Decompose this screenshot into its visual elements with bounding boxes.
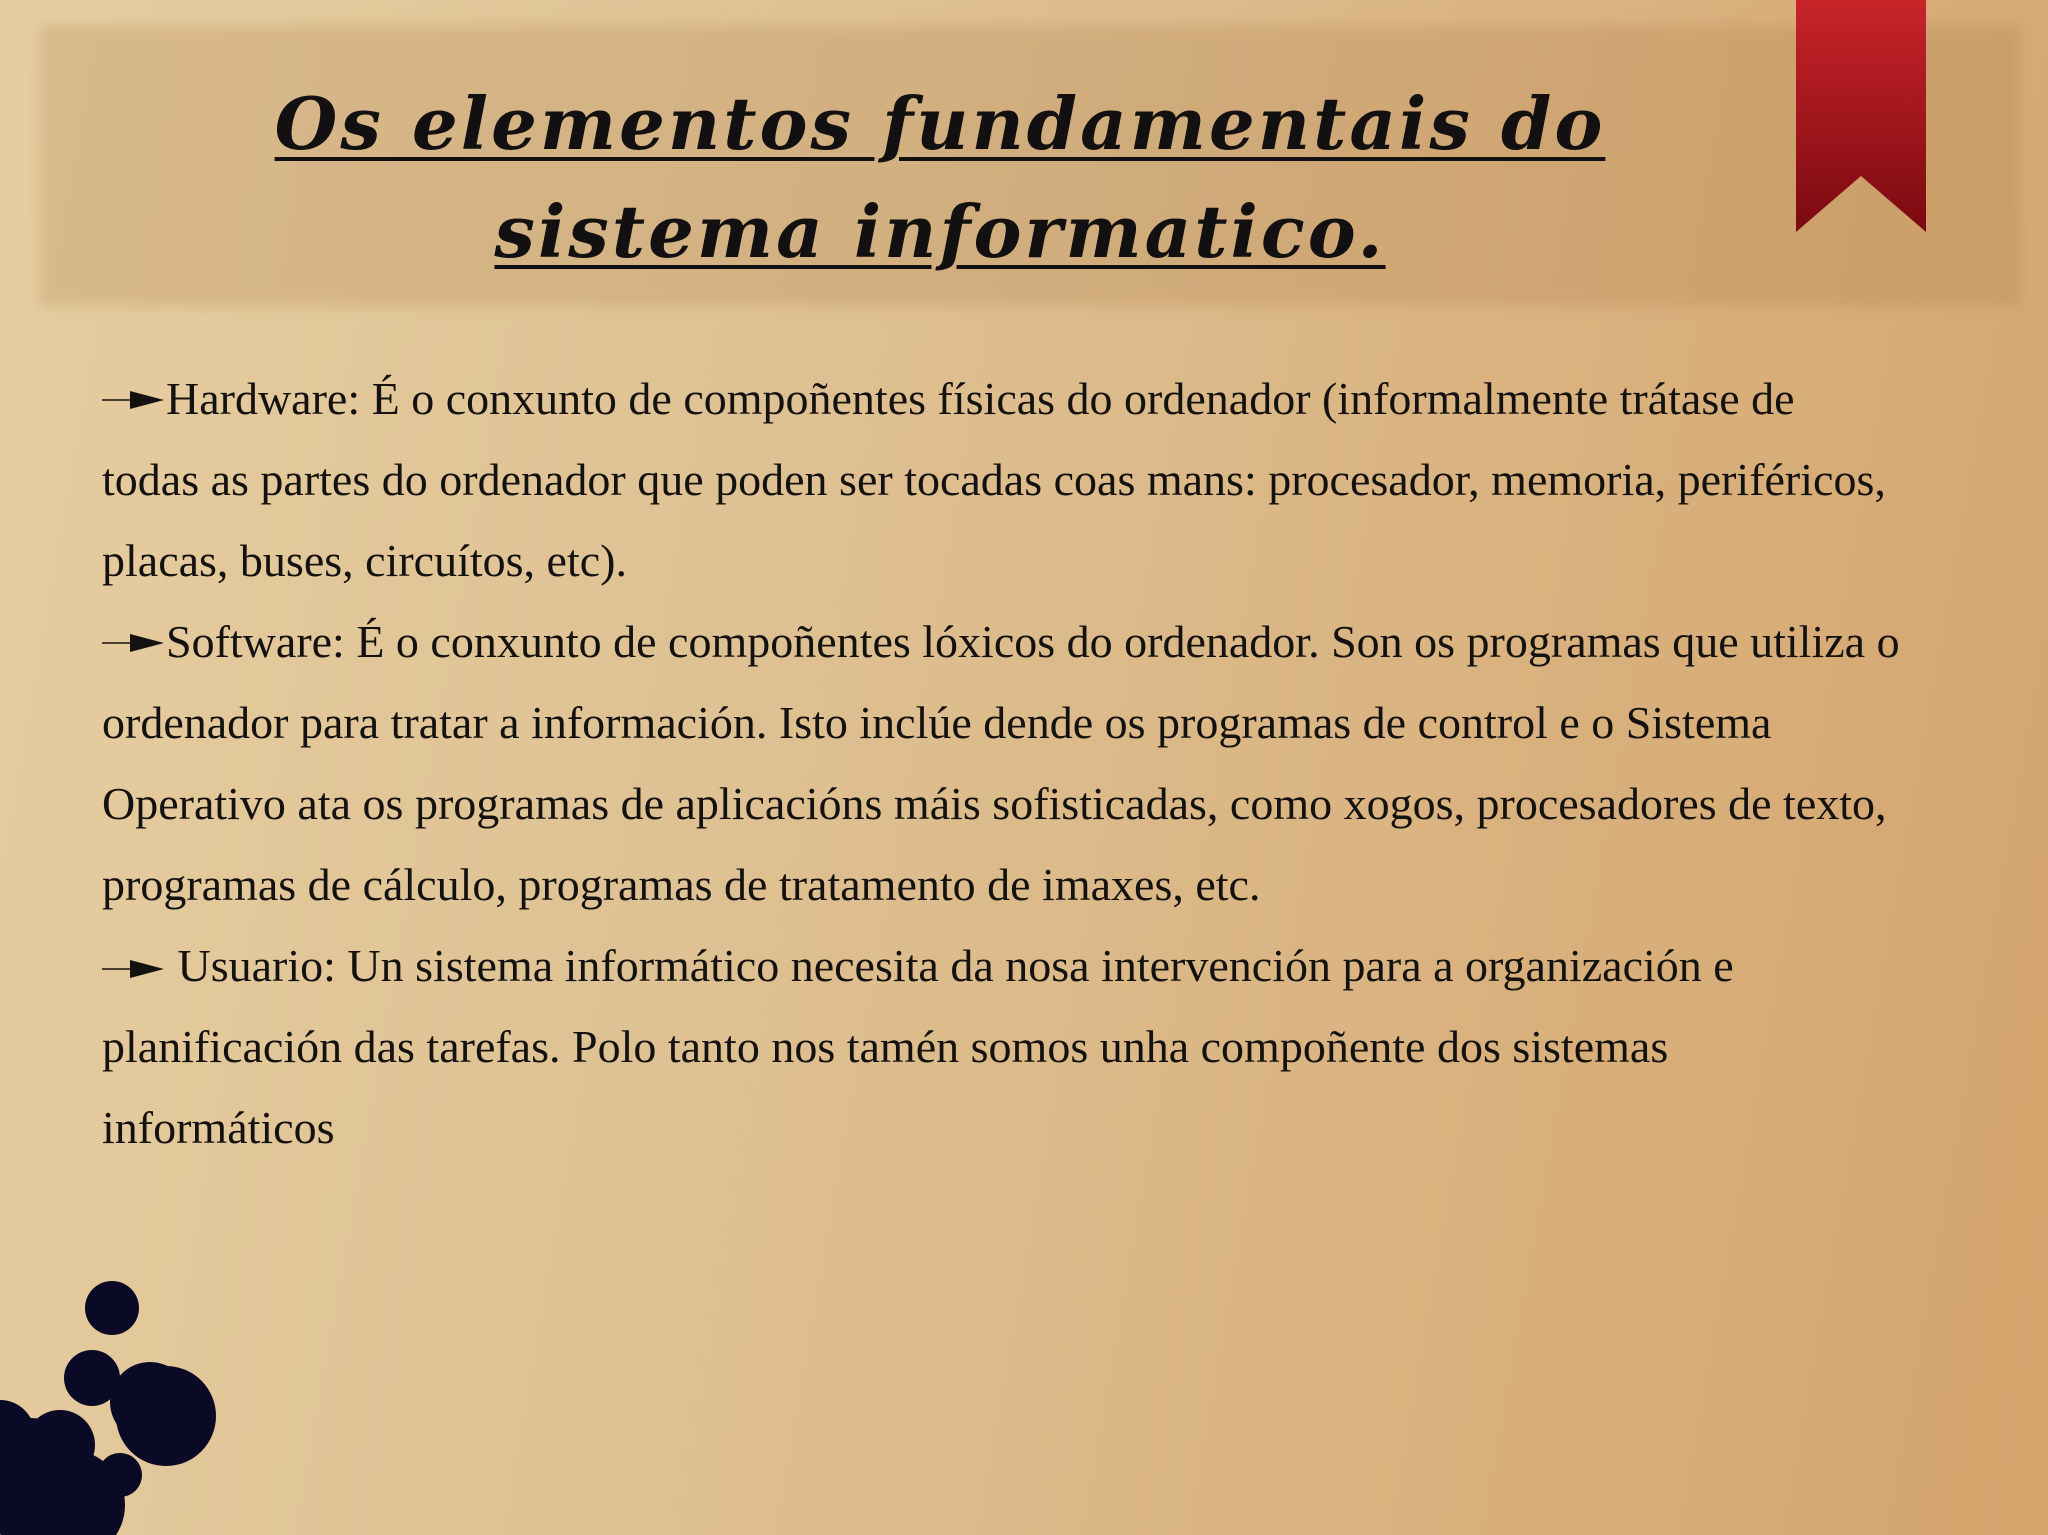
list-item-text: Usuario: Un sistema informático necesita da nosa intervención para a organización e planificación das tarefas. Polo tanto nos tamén somos unha compoñente dos sistemas informáticos bbox=[102, 940, 1734, 1153]
arrow-right-icon bbox=[102, 631, 164, 655]
slide-title-text: Os elementos fundamentais do sistema informatico. bbox=[274, 81, 1606, 274]
slide-body bbox=[102, 358, 1902, 1168]
list-item bbox=[102, 358, 1902, 601]
list-item bbox=[102, 601, 1902, 925]
list-item-text: Software: É o conxunto de compoñentes lóxicos do ordenador. Son os programas que utiliza o ordenador para tratar a información. Isto inclúe dende os programas de control e o Sistema Operativo ata os programas de aplicacións máis sofisticadas, como xogos, procesadores de texto, programas de cálculo, programas de tratamento de imaxes, etc. bbox=[102, 616, 1900, 910]
slide-title bbox=[160, 70, 1720, 286]
ribbon-bookmark-icon bbox=[1796, 0, 1926, 232]
arrow-right-icon bbox=[102, 955, 164, 979]
ink-splatter-decoration bbox=[0, 1260, 240, 1535]
list-item-text: Hardware: É o conxunto de compoñentes físicas do ordenador (informalmente trátase de todas as partes do ordenador que poden ser tocadas coas mans: procesador, memoria, periféricos, placas, buses, circuítos, etc). bbox=[102, 373, 1886, 586]
list-item bbox=[102, 925, 1902, 1168]
arrow-right-icon bbox=[102, 388, 164, 412]
